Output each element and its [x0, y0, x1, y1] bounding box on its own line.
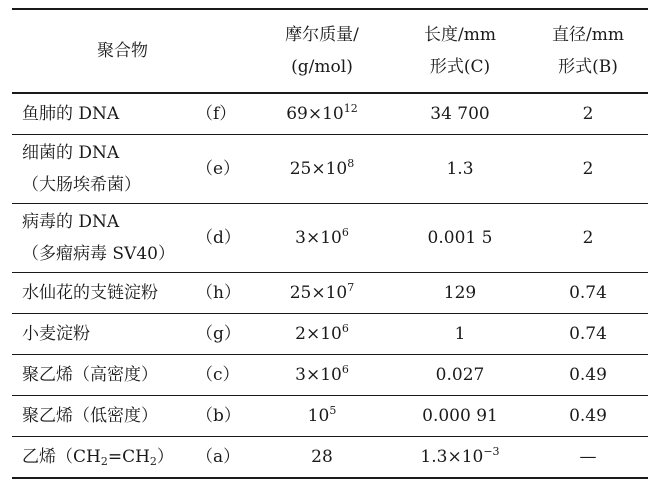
- length-cell: [392, 93, 528, 135]
- header-polymer: [12, 9, 252, 93]
- diameter-cell: 2: [528, 93, 648, 135]
- length-cell: [392, 396, 528, 437]
- table-row: [12, 396, 648, 437]
- molar-mass-exponent: 6: [341, 363, 349, 376]
- length-cell: [392, 314, 528, 355]
- polymer-name-line: 小麦淀粉: [22, 324, 90, 344]
- polymer-code-cell: （c）: [192, 355, 252, 396]
- header-diameter-line1: 直径/mm: [552, 25, 624, 45]
- header-polymer-label: 聚合物: [97, 41, 148, 61]
- molar-mass-exponent: 6: [341, 322, 349, 335]
- diameter-cell: 0.74: [528, 314, 648, 355]
- length-base: 1: [454, 324, 466, 344]
- length-cell: [392, 437, 528, 479]
- length-cell: [392, 273, 528, 314]
- polymer-name-cell: [12, 396, 192, 437]
- molar-mass-cell: [252, 135, 392, 204]
- diameter-cell: —: [528, 437, 648, 479]
- polymer-name-part: ）: [156, 447, 174, 467]
- polymer-name-cell: [12, 93, 192, 135]
- length-base: 1.3: [446, 159, 474, 179]
- polymer-name-part: =CH: [107, 447, 150, 467]
- polymer-name-line: 聚乙烯（高密度）: [22, 365, 158, 385]
- polymer-name-line: 细菌的 DNA: [22, 143, 120, 163]
- polymer-name-part: 2: [100, 455, 108, 468]
- polymer-code-cell: （f）: [192, 93, 252, 135]
- header-molar-mass: [252, 9, 392, 93]
- diameter-cell: 0.74: [528, 273, 648, 314]
- molar-mass-cell: [252, 314, 392, 355]
- table-row: [12, 273, 648, 314]
- polymer-name-part: 乙烯（CH: [22, 447, 101, 467]
- molar-mass-base: 3×10: [295, 365, 342, 385]
- molar-mass-cell: [252, 437, 392, 479]
- header-length: [392, 9, 528, 93]
- length-cell: [392, 135, 528, 204]
- length-base: 1.3×10: [420, 447, 484, 467]
- molar-mass-exponent: 5: [329, 404, 337, 417]
- polymer-name-line: 水仙花的支链淀粉: [22, 283, 158, 303]
- molar-mass-base: 28: [311, 447, 333, 467]
- molar-mass-cell: [252, 93, 392, 135]
- header-molar-mass-line1: 摩尔质量/: [285, 25, 359, 45]
- header-length-line2: 形式(C): [429, 57, 491, 77]
- header-row: [12, 9, 648, 93]
- molar-mass-exponent: 6: [341, 226, 349, 239]
- polymer-code-cell: （d）: [192, 204, 252, 273]
- length-base: 34 700: [430, 104, 490, 124]
- polymer-code-cell: （a）: [192, 437, 252, 479]
- length-base: 0.001 5: [427, 228, 493, 248]
- molar-mass-base: 2×10: [295, 324, 342, 344]
- polymer-name-line: （大肠埃希菌）: [22, 175, 141, 195]
- length-cell: [392, 355, 528, 396]
- polymer-code-cell: （h）: [192, 273, 252, 314]
- diameter-cell: 0.49: [528, 355, 648, 396]
- polymer-name-line: 病毒的 DNA: [22, 212, 120, 232]
- header-length-line1: 长度/mm: [424, 25, 496, 45]
- table-row: [12, 93, 648, 135]
- length-base: 129: [443, 283, 477, 303]
- header-molar-mass-line2: (g/mol): [291, 57, 353, 77]
- molar-mass-cell: [252, 355, 392, 396]
- diameter-cell: 2: [528, 204, 648, 273]
- length-exponent: −3: [483, 445, 500, 458]
- molar-mass-base: 69×10: [286, 104, 344, 124]
- table-row: [12, 437, 648, 479]
- molar-mass-exponent: 7: [347, 281, 355, 294]
- header-diameter-line2: 形式(B): [558, 57, 618, 77]
- polymer-name-line: 鱼肺的 DNA: [22, 104, 120, 124]
- molar-mass-base: 3×10: [295, 228, 342, 248]
- molar-mass-base: 10: [307, 406, 330, 426]
- molar-mass-cell: [252, 273, 392, 314]
- polymer-code-cell: （e）: [192, 135, 252, 204]
- table-body: [12, 93, 648, 478]
- length-cell: [392, 204, 528, 273]
- polymer-name-cell: [12, 204, 192, 273]
- polymer-name-cell: [12, 437, 192, 479]
- table-row: [12, 135, 648, 204]
- polymer-table: [12, 8, 648, 479]
- table-row: [12, 314, 648, 355]
- polymer-name-part: 2: [149, 455, 157, 468]
- polymer-name-line: （多瘤病毒 SV40）: [22, 244, 175, 264]
- polymer-name-cell: [12, 314, 192, 355]
- polymer-name-cell: [12, 273, 192, 314]
- header-diameter: [528, 9, 648, 93]
- length-base: 0.027: [435, 365, 485, 385]
- table-row: [12, 355, 648, 396]
- diameter-cell: 0.49: [528, 396, 648, 437]
- length-base: 0.000 91: [422, 406, 498, 426]
- molar-mass-exponent: 12: [343, 102, 358, 115]
- polymer-name-line: 聚乙烯（低密度）: [22, 406, 158, 426]
- molar-mass-cell: [252, 396, 392, 437]
- molar-mass-exponent: 8: [347, 157, 355, 170]
- polymer-name-cell: [12, 135, 192, 204]
- molar-mass-cell: [252, 204, 392, 273]
- polymer-code-cell: （b）: [192, 396, 252, 437]
- diameter-cell: 2: [528, 135, 648, 204]
- polymer-code-cell: （g）: [192, 314, 252, 355]
- molar-mass-base: 25×10: [289, 159, 348, 179]
- molar-mass-base: 25×10: [289, 283, 348, 303]
- polymer-name-cell: [12, 355, 192, 396]
- table-row: [12, 204, 648, 273]
